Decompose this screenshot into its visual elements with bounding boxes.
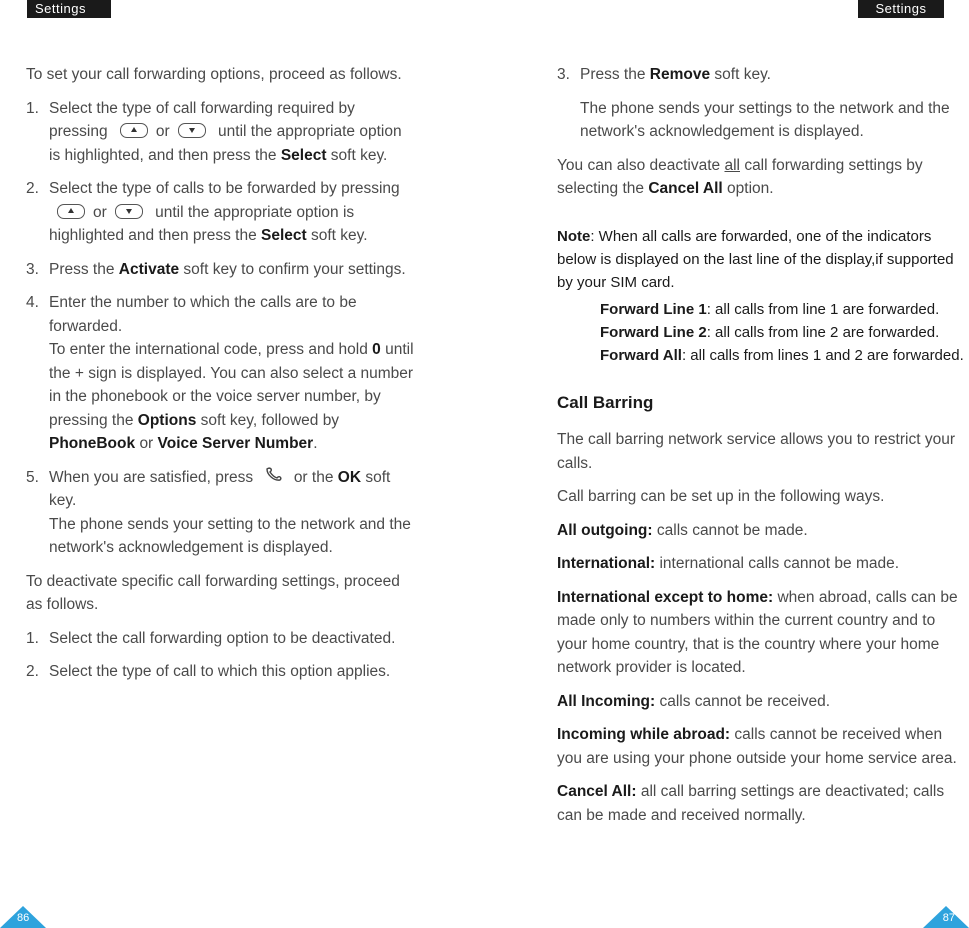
indicator-name: Forward All — [600, 346, 682, 364]
step-text: Press the — [580, 66, 646, 83]
option-desc: when abroad, calls can be made only to numbers within the current country and to your home country, that is the country where your home network provider is located. — [557, 588, 958, 676]
remove-softkey-label: Remove — [649, 66, 711, 83]
option-name: Incoming while abroad: — [557, 726, 731, 743]
step-text: soft key. — [714, 66, 771, 83]
note-item — [557, 321, 969, 344]
zero-key-label: 0 — [372, 341, 381, 358]
or-text: or — [93, 203, 107, 221]
header-tab-right: Settings — [858, 0, 944, 18]
header-tab-left: Settings — [27, 0, 111, 18]
step-4 — [26, 291, 416, 456]
indicator-desc: : all calls from lines 1 and 2 are forwarded. — [681, 346, 964, 364]
ok-softkey-label: OK — [337, 468, 362, 486]
right-page-column — [557, 63, 969, 837]
step-text: Press the — [49, 260, 115, 278]
step-number: 2. — [26, 663, 39, 680]
step-3 — [26, 258, 416, 282]
option-name: Cancel All: — [557, 783, 637, 800]
indicator-desc: : all calls from line 1 are forwarded. — [706, 300, 940, 318]
or-text: or — [155, 123, 170, 140]
option-desc: calls cannot be made. — [656, 521, 808, 539]
step-number: 4. — [26, 294, 39, 311]
intro-paragraph: To set your call forwarding options, proceed as follows. — [26, 66, 402, 83]
step-number: 3. — [26, 260, 39, 278]
step-text: The phone sends your settings to the network and the network's acknowledgement is displayed. — [580, 99, 950, 140]
select-softkey-label: Select — [280, 146, 327, 164]
left-page-column — [26, 63, 416, 694]
page-number-badge-left — [0, 900, 46, 928]
call-barring-paragraph: Call barring can be set up in the following ways. — [557, 488, 885, 505]
barring-option — [557, 690, 969, 714]
indicator-name: Forward Line 1 — [600, 300, 707, 318]
deactivate-step-1 — [26, 627, 416, 651]
indicator-name: Forward Line 2 — [600, 323, 707, 341]
page-number-badge-right — [923, 900, 969, 928]
call-barring-paragraph: The call barring network service allows you to restrict your calls. — [557, 431, 955, 472]
indicator-desc: : all calls from line 2 are forwarded. — [706, 323, 940, 341]
note-item — [557, 344, 969, 367]
up-navigation-key-icon — [120, 123, 148, 138]
deactivate-all-paragraph — [557, 154, 969, 201]
option-desc: calls cannot be received. — [659, 692, 831, 710]
option-name: All Incoming: — [557, 692, 656, 710]
note-label: Note — [557, 227, 591, 245]
step-number: 5. — [26, 468, 39, 486]
step-3-remove — [557, 63, 969, 144]
up-navigation-key-icon — [57, 204, 85, 219]
voice-server-number-label: Voice Server Number — [157, 435, 314, 452]
step-number: 2. — [26, 180, 39, 197]
phonebook-label: PhoneBook — [49, 435, 136, 452]
barring-option — [557, 552, 969, 576]
step-number: 1. — [26, 99, 39, 117]
step-5 — [26, 466, 416, 560]
down-navigation-key-icon — [115, 204, 143, 219]
barring-option — [557, 780, 969, 827]
deactivate-intro: To deactivate specific call forwarding settings, proceed as follows. — [26, 572, 400, 613]
underlined-all: all — [724, 156, 740, 174]
step-text: until the appropriate option is highlighted, and then press the — [49, 123, 402, 164]
section-heading: Call Barring — [557, 392, 654, 412]
step-text: Enter the number to which the calls are to be forwarded. — [49, 294, 357, 335]
step-2 — [26, 177, 416, 248]
step-text: soft key to confirm your settings. — [183, 260, 406, 278]
activate-softkey-label: Activate — [118, 260, 180, 278]
note-item — [557, 298, 969, 321]
page-number: 87 — [942, 912, 955, 924]
step-text: soft key. — [49, 468, 391, 509]
step-text: To enter the international code, press and hold — [49, 341, 368, 358]
barring-option — [557, 586, 969, 680]
deactivate-step-2 — [26, 660, 416, 684]
option-desc: international calls cannot be made. — [659, 555, 900, 572]
note-intro — [557, 225, 969, 294]
option-desc: calls cannot be received when you are using your phone outside your home service area. — [557, 726, 957, 767]
down-navigation-key-icon — [178, 123, 206, 138]
step-text: When you are satisfied, press — [49, 468, 254, 486]
step-number: 1. — [26, 629, 39, 647]
select-softkey-label: Select — [261, 227, 307, 244]
barring-option — [557, 519, 969, 543]
step-text: soft key, followed by — [200, 411, 340, 429]
step-text: . — [313, 435, 318, 452]
note-text: : When all calls are forwarded, one of the indicators below is displayed on the last line of the display,if supported by your SIM card. — [557, 227, 954, 291]
step-text: or — [139, 435, 154, 452]
step-text: Select the call forwarding option to be deactivated. — [49, 629, 396, 647]
step-1 — [26, 97, 416, 168]
cancel-all-label: Cancel All — [648, 180, 723, 197]
barring-option — [557, 723, 969, 770]
step-text: until the + sign is displayed. You can also select a number in the phonebook or the voice server number, by pressing the — [49, 341, 414, 429]
option-name: All outgoing: — [557, 521, 653, 539]
step-text: Select the type of call forwarding required by pressing — [49, 99, 355, 140]
step-text: until the appropriate option is highlighted and then press the — [49, 203, 355, 244]
note-block — [557, 225, 969, 367]
option-name: International except to home: — [557, 588, 774, 606]
step-text: Select the type of call to which this option applies. — [49, 663, 391, 680]
option-desc: all call barring settings are deactivated; calls can be made and received normally. — [557, 783, 945, 824]
page-number: 86 — [17, 912, 30, 924]
step-text: or the — [293, 468, 334, 486]
options-softkey-label: Options — [137, 411, 197, 429]
step-text: soft key. — [310, 227, 368, 244]
step-text: The phone sends your setting to the network and the network's acknowledgement is displayed. — [49, 515, 411, 556]
option-name: International: — [557, 555, 656, 572]
step-text: soft key. — [330, 146, 388, 164]
send-key-icon — [264, 466, 284, 482]
step-number: 3. — [557, 66, 570, 83]
para-text: call forwarding settings by selecting the — [557, 156, 923, 197]
para-text: option. — [727, 180, 774, 197]
para-text: You can also deactivate — [557, 156, 721, 174]
step-text: Select the type of calls to be forwarded by pressing — [49, 180, 400, 197]
